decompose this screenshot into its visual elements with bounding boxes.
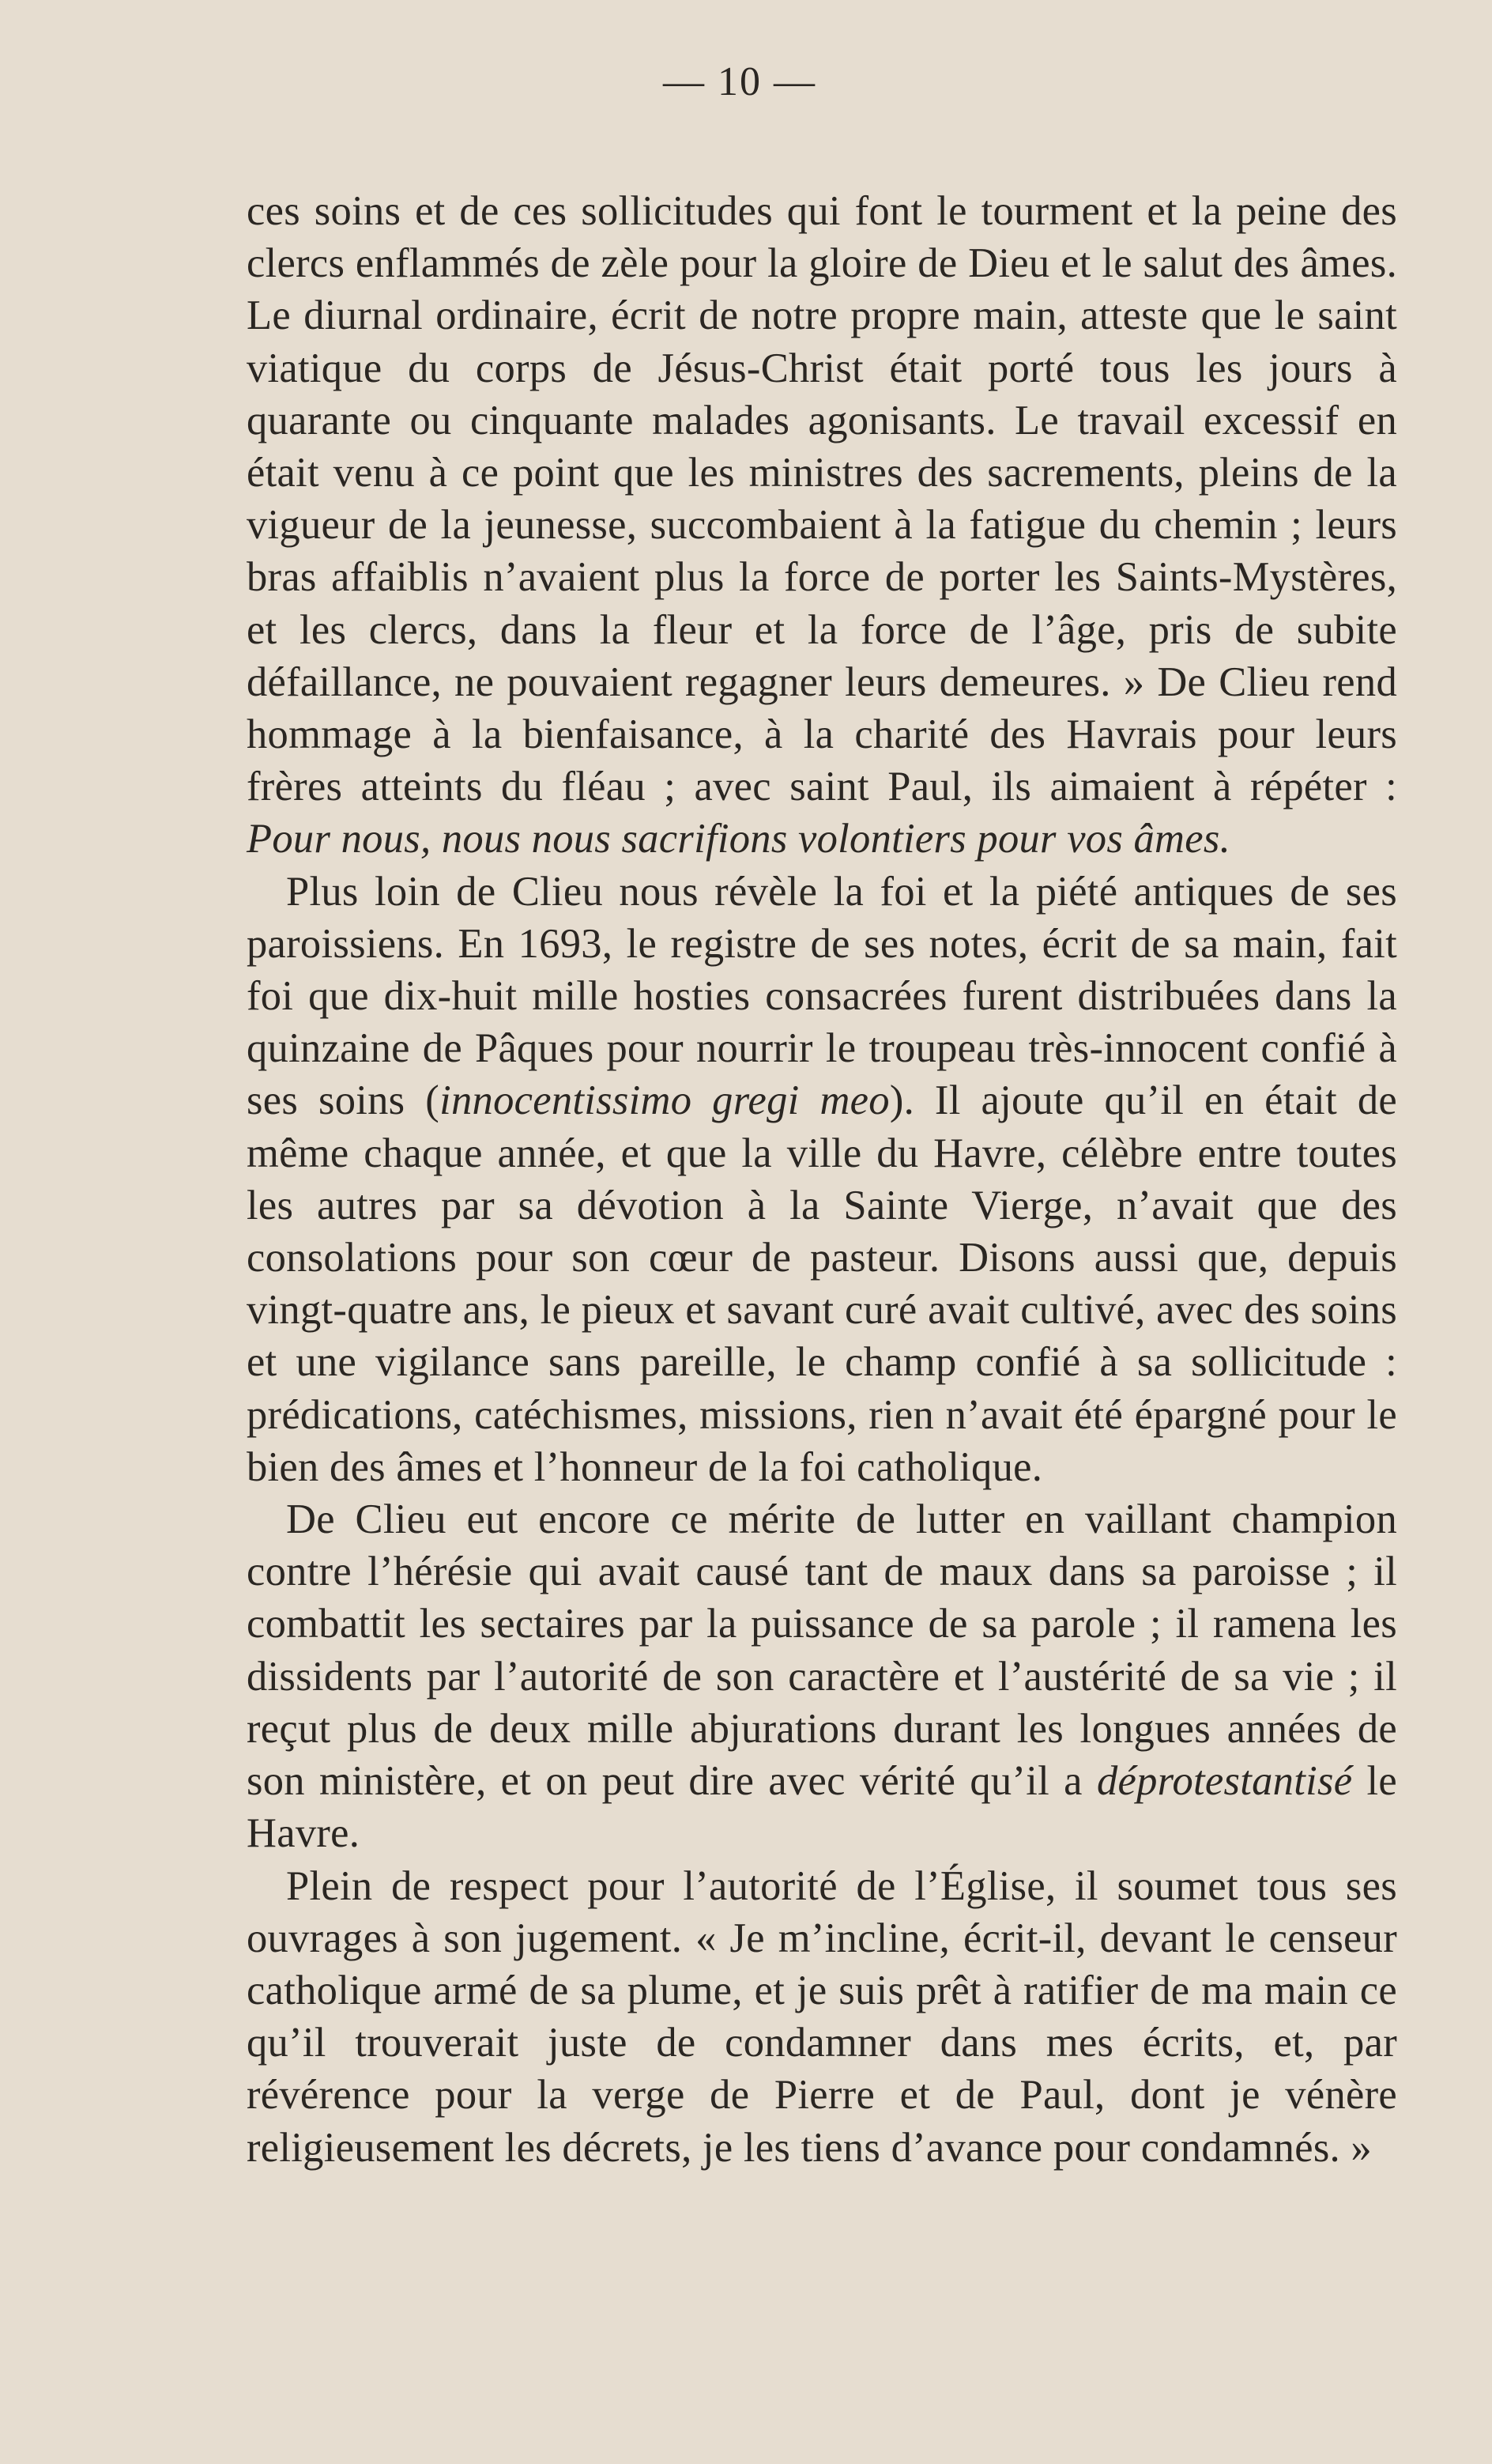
text-run: De Clieu eut encore ce mérite de lutter en vaillant champion contre l’hérésie qui avait causé tant de maux dans sa paroisse ; il combattit les sectaires par la puissance de sa parole ; il ramena les dissidents par l’autorité de son caractère et l’austérité de sa vie ; il reçut plus de deux mille abjurations durant les longues années de son ministère, et on peut dire avec vérité qu’il a bbox=[247, 1496, 1397, 1805]
text-run: Plein de respect pour l’autorité de l’Église, il soumet tous ses ouvrages à son jugement. « Je m’incline, écrit-il, devant le censeur catholique armé de sa plume, et je suis prêt à ratifier de ma main ce qu’il trouverait juste de condamner dans mes écrits, et, par révérence pour la verge de Pierre et de Paul, dont je vénère religieusement les décrets, je les tiens d’avance pour condamnés. » bbox=[247, 1862, 1397, 2171]
text-run: le Havre. bbox=[247, 1758, 1397, 1857]
paragraph bbox=[247, 185, 1397, 866]
text-run: ). Il ajoute qu’il en était de même chaque année, et que la ville du Havre, célèbre entre toutes les autres par sa dévotion à la Sainte Vierge, n’avait que des consolations pour son cœur de pasteur. Disons aussi que, depuis vingt-quatre ans, le pieux et savant curé avait cultivé, avec des soins et une vigilance sans pareille, le champ confié à sa sollicitude : prédications, catéchismes, missions, rien n’avait été épargné pour le bien des âmes et l’honneur de la foi catholique. bbox=[247, 1077, 1398, 1490]
italic-text-run: Pour nous, nous nous sacrifions volontiers pour vos âmes. bbox=[247, 816, 1231, 862]
page-number-header: — 10 — bbox=[663, 59, 816, 104]
italic-text-run: déprotestantisé bbox=[1096, 1758, 1353, 1805]
italic-text-run: innocentissimo gregi meo bbox=[439, 1077, 890, 1124]
text-run: ces soins et de ces sollicitudes qui font le tourment et la peine des clercs enflammés de zèle pour la gloire de Dieu et le salut des âmes. Le diurnal ordinaire, écrit de notre propre main, atteste que le saint viatique du corps de Jésus-Christ était porté tous les jours à quarante ou cinquante malades agonisants. Le travail excessif en était venu à ce point que les ministres des sacrements, pleins de la vigueur de la jeunesse, succombaient à la fatigue du chemin ; leurs bras affaiblis n’avaient plus la force de porter les Saints-Mystères, et les clercs, dans la fleur et la force de l’âge, pris de subite défaillance, ne pouvaient regagner leurs demeures. » De Clieu rend hommage à la bienfaisance, à la charité des Havrais pour leurs frères atteints du fléau ; avec saint Paul, ils aimaient à répéter : bbox=[247, 188, 1397, 810]
paragraph bbox=[247, 866, 1397, 1493]
paragraph bbox=[247, 1860, 1397, 2174]
paragraph bbox=[247, 1493, 1397, 1859]
text-run: Plus loin de Clieu nous révèle la foi et la piété antiques de ses paroissiens. En 1693, le registre de ses notes, écrit de sa main, fait foi que dix-huit mille hosties consacrées furent distribuées dans la quinzaine de Pâques pour nourrir le troupeau très-innocent confié à ses soins ( bbox=[247, 868, 1397, 1124]
page-body-text bbox=[247, 185, 1397, 2174]
